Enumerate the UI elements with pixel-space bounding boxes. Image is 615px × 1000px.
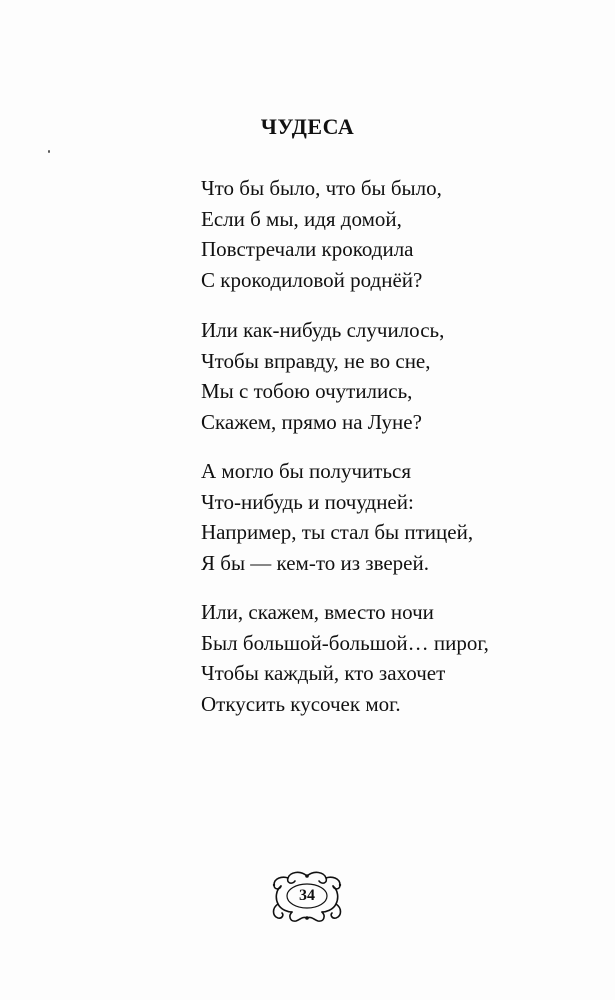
poem-line: Или, скажем, вместо ночи [201, 600, 434, 624]
poem-line: Откусить кусочек мог. [201, 691, 401, 716]
poem-line: А могло бы получиться [201, 459, 411, 483]
poem-line: Повстречали крокодила [201, 237, 414, 261]
poem-line: Чтобы вправду, не во сне, [201, 348, 431, 373]
paper-speck [48, 150, 50, 153]
poem-line: Чтобы каждый, кто захочет [201, 661, 446, 685]
poem-line: Что-нибудь и почудней: [201, 489, 414, 514]
page-number-ornament [262, 868, 352, 928]
poem-line: Или как-нибудь случилось, [201, 318, 445, 342]
poem-line: С крокодиловой роднёй? [201, 267, 423, 292]
stanza-3 [201, 456, 473, 578]
poem-line: Был большой-большой… пирог, [201, 630, 489, 655]
poem-line: Например, ты стал бы птицей, [201, 520, 474, 544]
stanza-4 [201, 597, 489, 719]
poem-title: ЧУДЕСА [260, 114, 355, 139]
poem-line: Мы с тобою очутились, [201, 379, 413, 403]
page-number: 34 [299, 887, 315, 904]
poem-line: Что бы было, что бы было, [201, 176, 442, 200]
poem-line: Если б мы, идя домой, [201, 206, 402, 231]
poem-line: Скажем, прямо на Луне? [201, 409, 422, 434]
stanza-2 [201, 315, 444, 437]
poem-line: Я бы — кем-то из зверей. [201, 550, 429, 575]
stanza-1 [201, 173, 442, 295]
